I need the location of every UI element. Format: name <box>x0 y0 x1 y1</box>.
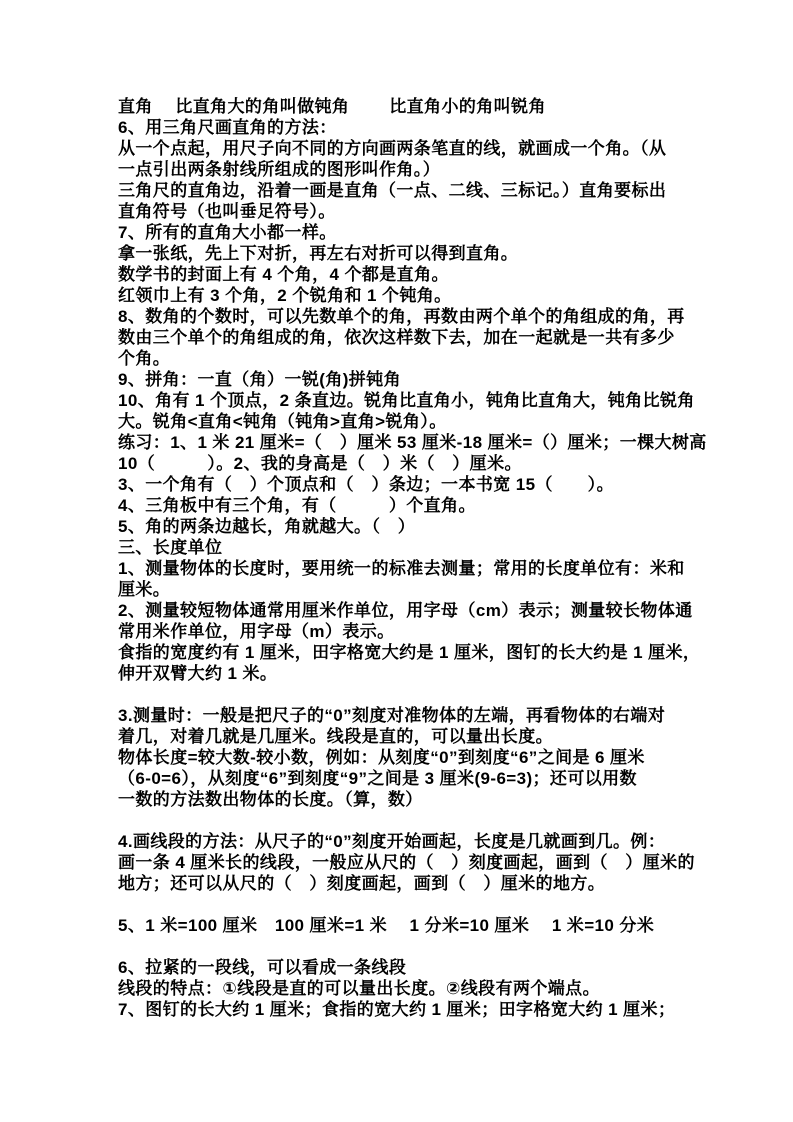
text-line: 6、用三角尺画直角的方法： <box>118 118 337 137</box>
blank-line <box>118 684 693 705</box>
text-line: 9、拼角：一直（角）一锐(角)拼钝角 <box>118 370 401 389</box>
text-line: 直角 比直角大的角叫做钝角 比直角小的角叫锐角 <box>118 97 546 116</box>
text-line: 7、所有的直角大小都一样。 <box>118 223 337 242</box>
text-line: 拿一张纸，先上下对折，再左右对折可以得到直角。 <box>118 244 519 263</box>
text-line: 个角。 <box>118 349 171 368</box>
text-line: 常用米作单位，用字母（m）表示。 <box>118 622 395 641</box>
document-body <box>118 96 707 1020</box>
text-line: 一点引出两条射线所组成的图形叫作角。） <box>118 160 441 179</box>
text-line: 地方；还可以从尺的（ ）刻度画起，画到（ ）厘米的地方。 <box>118 874 606 893</box>
text-line: 2、测量较短物体通常用厘米作单位，用字母（cm）表示；测量较长物体通 <box>118 601 693 620</box>
text-line: 线段的特点：①线段是直的可以量出长度。②线段有两个端点。 <box>118 979 600 998</box>
text-line: 4.画线段的方法：从尺子的“0”刻度开始画起，长度是几就画到几。例： <box>118 832 666 851</box>
text-line: 从一个点起，用尺子向不同的方向画两条笔直的线，就画成一个角。（从 <box>118 139 667 158</box>
text-line: 数学书的封面上有 4 个角，4 个都是直角。 <box>118 265 449 284</box>
text-line: 物体长度=较大数-较小数，例如：从刻度“0”到刻度“6”之间是 6 厘米 <box>118 748 645 767</box>
text-line: 大。锐角<直角<钝角（钝角>直角>锐角）。 <box>118 412 447 431</box>
text-line: 数由三个单个的角组成的角，依次这样数下去，加在一起就是一共有多少 <box>118 328 675 347</box>
text-line: 8、数角的个数时，可以先数单个的角，再数由两个单个的角组成的角，再 <box>118 307 685 326</box>
text-line: 3.测量时：一般是把尺子的“0”刻度对准物体的左端，再看物体的右端对 <box>118 706 666 725</box>
text-line: 练习：1、1 米 21 厘米=（ ）厘米 53 厘米-18 厘米=（）厘米；一棵大树高 <box>118 433 707 452</box>
text-line: 1、测量物体的长度时，要用统一的标准去测量；常用的长度单位有：米和 <box>118 559 685 578</box>
text-line: 7、图钉的长大约 1 厘米；食指的宽大约 1 厘米；田字格宽大约 1 厘米； <box>118 1000 676 1019</box>
text-line: 画一条 4 厘米长的线段，一般应从尺的（ ）刻度画起，画到（ ）厘米的 <box>118 853 695 872</box>
text-line: 三角尺的直角边，沿着一画是直角（一点、二线、三标记。）直角要标出 <box>118 181 667 200</box>
text-line: 食指的宽度约有 1 厘米，田字格宽大约是 1 厘米，图钉的长大约是 1 厘米， <box>118 643 701 662</box>
text-line: 伸开双臂大约 1 米。 <box>118 664 278 683</box>
text-line: 直角符号（也叫垂足符号）。 <box>118 202 336 221</box>
text-line: 一数的方法数出物体的长度。（算，数） <box>118 790 423 809</box>
text-line: （6-0=6），从刻度“6”到刻度“9”之间是 3 厘米(9-6=3)；还可以用数 <box>118 769 637 788</box>
text-line: 5、1 米=100 厘米 100 厘米=1 米 1 分米=10 厘米 1 米=10 分米 <box>118 916 655 935</box>
text-line: 3、一个角有（ ）个顶点和（ ）条边；一本书宽 15（ ）。 <box>118 475 614 494</box>
blank-line <box>118 810 693 831</box>
text-line: 着几，对着几就是几厘米。线段是直的，可以量出长度。 <box>118 727 553 746</box>
blank-line <box>118 894 693 915</box>
text-line: 红领巾上有 3 个角，2 个锐角和 1 个钝角。 <box>118 286 452 305</box>
text-line: 三、长度单位 <box>118 538 223 557</box>
text-line: 4、三角板中有三个角，有（ ）个直角。 <box>118 496 476 515</box>
text-line: 10（ ）。2、我的身高是（ ）米（ ）厘米。 <box>118 454 522 473</box>
text-line: 10、角有 1 个顶点，2 条直边。锐角比直角小，钝角比直角大，钝角比锐角 <box>118 391 695 410</box>
text-line: 6、拉紧的一段线，可以看成一条线段 <box>118 958 407 977</box>
text-line: 厘米。 <box>118 580 171 599</box>
blank-line <box>118 936 693 957</box>
text-line: 5、角的两条边越长，角就越大。（ ） <box>118 517 416 536</box>
